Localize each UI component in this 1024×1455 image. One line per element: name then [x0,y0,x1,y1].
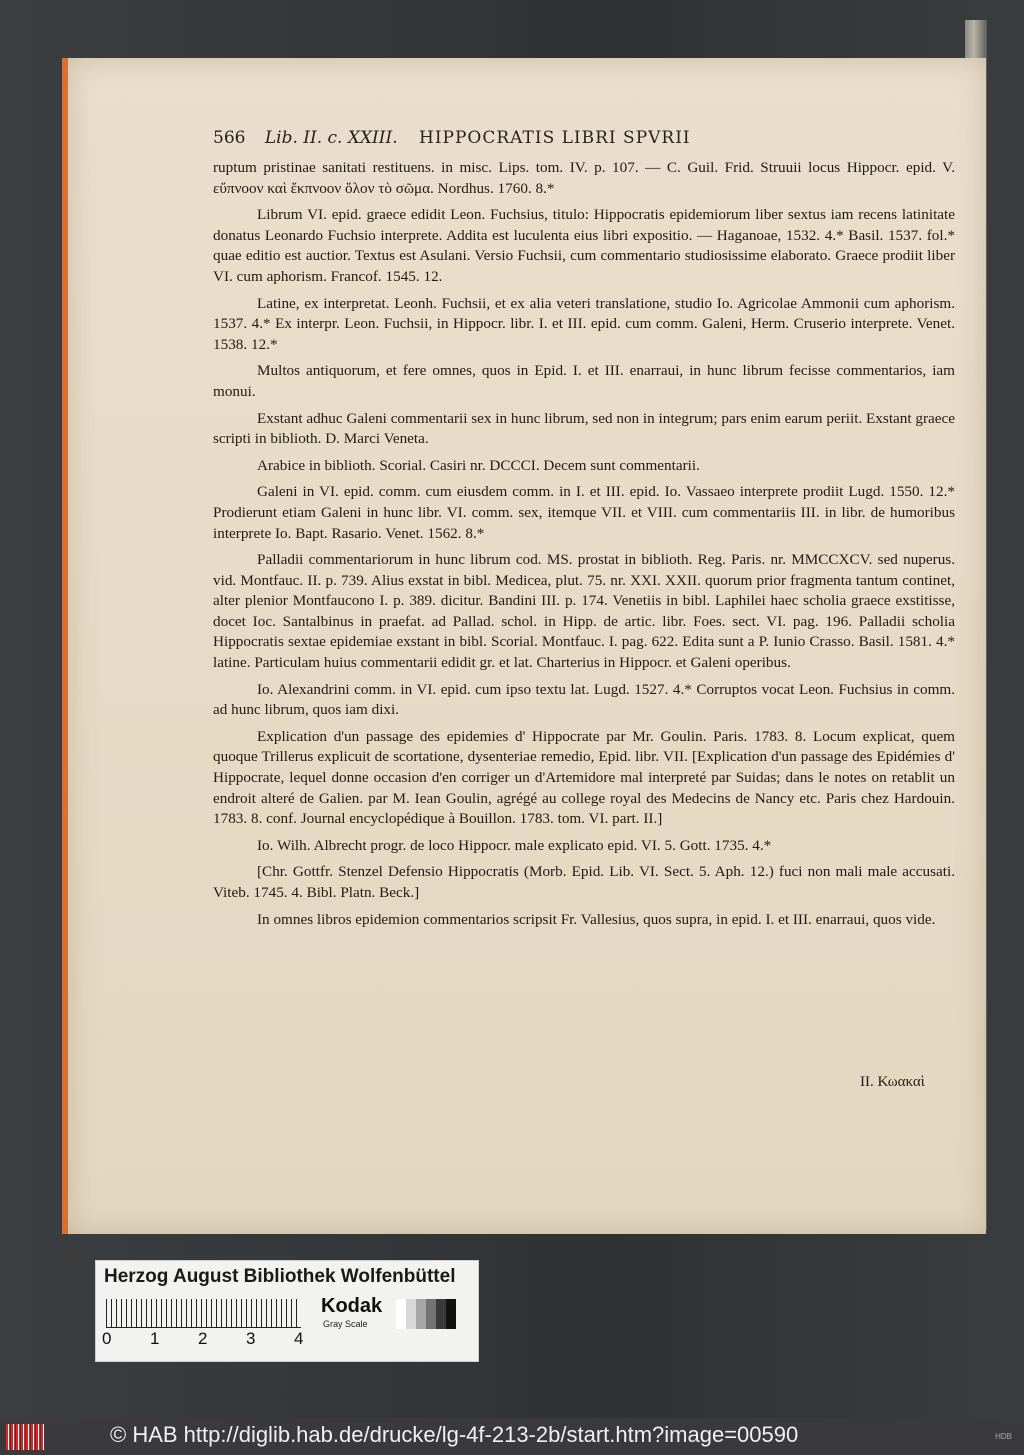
catchword: II. Κωακαὶ [860,1074,925,1090]
paragraph: In omnes libros epidemion commentarios scripsit Fr. Vallesius, quos supra, in epid. I. et III. enarraui, quos vide. [257,910,936,928]
paragraph: ruptum pristinae sanitati restituens. in misc. Lips. tom. IV. p. 107. — C. Guil. Frid. Struuii locus Hippocr. epid. V. εὔπνοον καὶ ἔκπνοον ὅλον τὸ σῶμα. Nordhus. 1760. 8.* [213,159,955,197]
gray-swatch [416,1299,426,1329]
ruler-number: 2 [198,1329,208,1348]
gray-swatch [436,1299,446,1329]
ruler [106,1299,301,1328]
gray-scale-label: Gray Scale [323,1319,368,1329]
paragraph: Multos antiquorum, et fere omnes, quos in Epid. I. et III. enarraui, in hunc librum fecisse commentarios, iam monui. [213,362,955,400]
gray-swatch [396,1299,406,1329]
footer-bar [0,1418,1024,1455]
library-title: Herzog August Bibliothek Wolfenbüttel [104,1266,456,1287]
gray-swatch [446,1299,456,1329]
kodak-logo: Kodak [321,1295,383,1317]
ruler-number: 4 [294,1329,304,1348]
ruler-number: 0 [102,1329,112,1348]
paragraph: Exstant adhuc Galeni commentarii sex in hunc librum, sed non in integrum; pars enim earum periit. Exstant graece scripti in biblioth. D. Marci Veneta. [213,409,956,448]
gray-swatch [406,1299,416,1329]
gray-swatch [426,1299,436,1329]
paragraph: Galeni in VI. epid. comm. cum eiusdem comm. in I. et III. epid. Io. Vassaeo interprete prodiit Lugd. 1550. 12.* Prodierunt etiam Galeni in hunc libr. VI. comm. sex, itemque VII. et VIII. cum commentariis III. in libr. de humoribus interprete Io. Bapt. Rasario. Venet. 1562. 8.* [213,483,955,542]
paragraph: Explication d'un passage des epidemies d' Hippocrate par Mr. Goulin. Paris. 1783. 8. Locum explicat, quem quoque Trillerus explicuit de scortatione, dysenteriae remedio, Epid. libr. VII. [Explication d'un passage des Epidémies d' Hippocrate, lequel donne occasion d'en corriger un d'Artemidore mal interpreté par Suidas; dans le notes on retablit un endroit alteré de Galien. par M. Iean Goulin, agrégé au college royal des Medecins de Nancy etc. Paris chez Hardouin. 1783. 8. conf. Journal encyclopédique à Bouillon. 1783. tom. VI. part. II.] [213,727,955,828]
paragraph: Palladii commentariorum in hunc librum cod. MS. prostat in biblioth. Reg. Paris. nr. MMCCXCV. sed nuperus. vid. Montfauc. II. p. 739. Alius exstat in bibl. Medicea, plut. 75. nr. XXI. XXII. quorum prior fragmenta tantum continet, alter plenior Montfaucono I. p. 389. dicitur. Bandini III. p. 174. Venetiis in bibl. Laphilei haec scholia graece exstitisse, docet Ioc. Santalbinus in praefat. ad Pallad. schol. in Hipp. de artic. libr. Foes. sect. VI. pag. 196. Palladii scholia Hippocratis sextae epidemiae exstant in bibl. Scorial. Montfauc. I. pag. 622. Edita sunt a P. Iunio Crasso. Basil. 1581. 4.* latine. Particulam huius commentarii edidit gr. et lat. Charterius in Hippocr. et Galeni operibus. [213,551,955,672]
barcode-icon [6,1424,44,1450]
paragraph: Io. Alexandrini comm. in VI. epid. cum ipso textu lat. Lugd. 1527. 4.* Corruptos vocat Leon. Fuchsius in comm. ad hunc librum, quos iam dixi. [213,680,955,719]
ruler-number: 3 [246,1329,256,1348]
section-reference: Lib. II. c. XXIII. [264,128,398,148]
paragraph: Latine, ex interpretat. Leonh. Fuchsii, et ex alia veteri translatione, studio Io. Agricolae Ammonii cum aphorism. 1537. 4.* Ex interpr. Leon. Fuchsii, in Hippocr. libr. I. et III. epid. cum comm. Galeni, Herm. Cruserio interprete. Venet. 1538. 12.* [213,294,955,353]
running-head [213,128,833,148]
copyright-link[interactable]: © HAB http://diglib.hab.de/drucke/lg-4f-213-2b/start.htm?image=00590 [110,1422,799,1447]
scale-card [95,1260,479,1362]
page-number: 566 [213,128,246,148]
page-title: HIPPOCRATIS LIBRI SPVRII [419,128,691,148]
ruler-numbers [102,1329,342,1349]
paragraph: Arabice in biblioth. Scorial. Casiri nr. DCCCI. Decem sunt commentarii. [257,456,700,474]
book-page [62,58,986,1234]
ruler-number: 1 [150,1329,160,1348]
paragraph: Io. Wilh. Albrecht progr. de loco Hippocr. male explicato epid. VI. 5. Gott. 1735. 4.* [257,836,772,854]
footer-code: HDB [995,1432,1012,1441]
paragraph: Librum VI. epid. graece edidit Leon. Fuchsius, titulo: Hippocratis epidemiorum liber sextus iam recens latinitate donatus Leonardo Fuchsio interprete. Addita est luculenta eius libri expositio. — Haganoae, 1532. 4.* Basil. 1537. fol.* quae editio est auctior. Textus est Asulani. Versio Fuchsii, cum commentario studiosissime elaborato. Graece prodiit liber VI. cum aphorism. Francof. 1545. 12. [213,206,955,285]
body-text [213,158,955,936]
gray-swatches [396,1299,456,1329]
paragraph: [Chr. Gottfr. Stenzel Defensio Hippocratis (Morb. Epid. Lib. VI. Sect. 5. Aph. 12.) fuci non mali male accusati. Viteb. 1745. 4. Bibl. Platn. Beck.] [213,863,955,901]
